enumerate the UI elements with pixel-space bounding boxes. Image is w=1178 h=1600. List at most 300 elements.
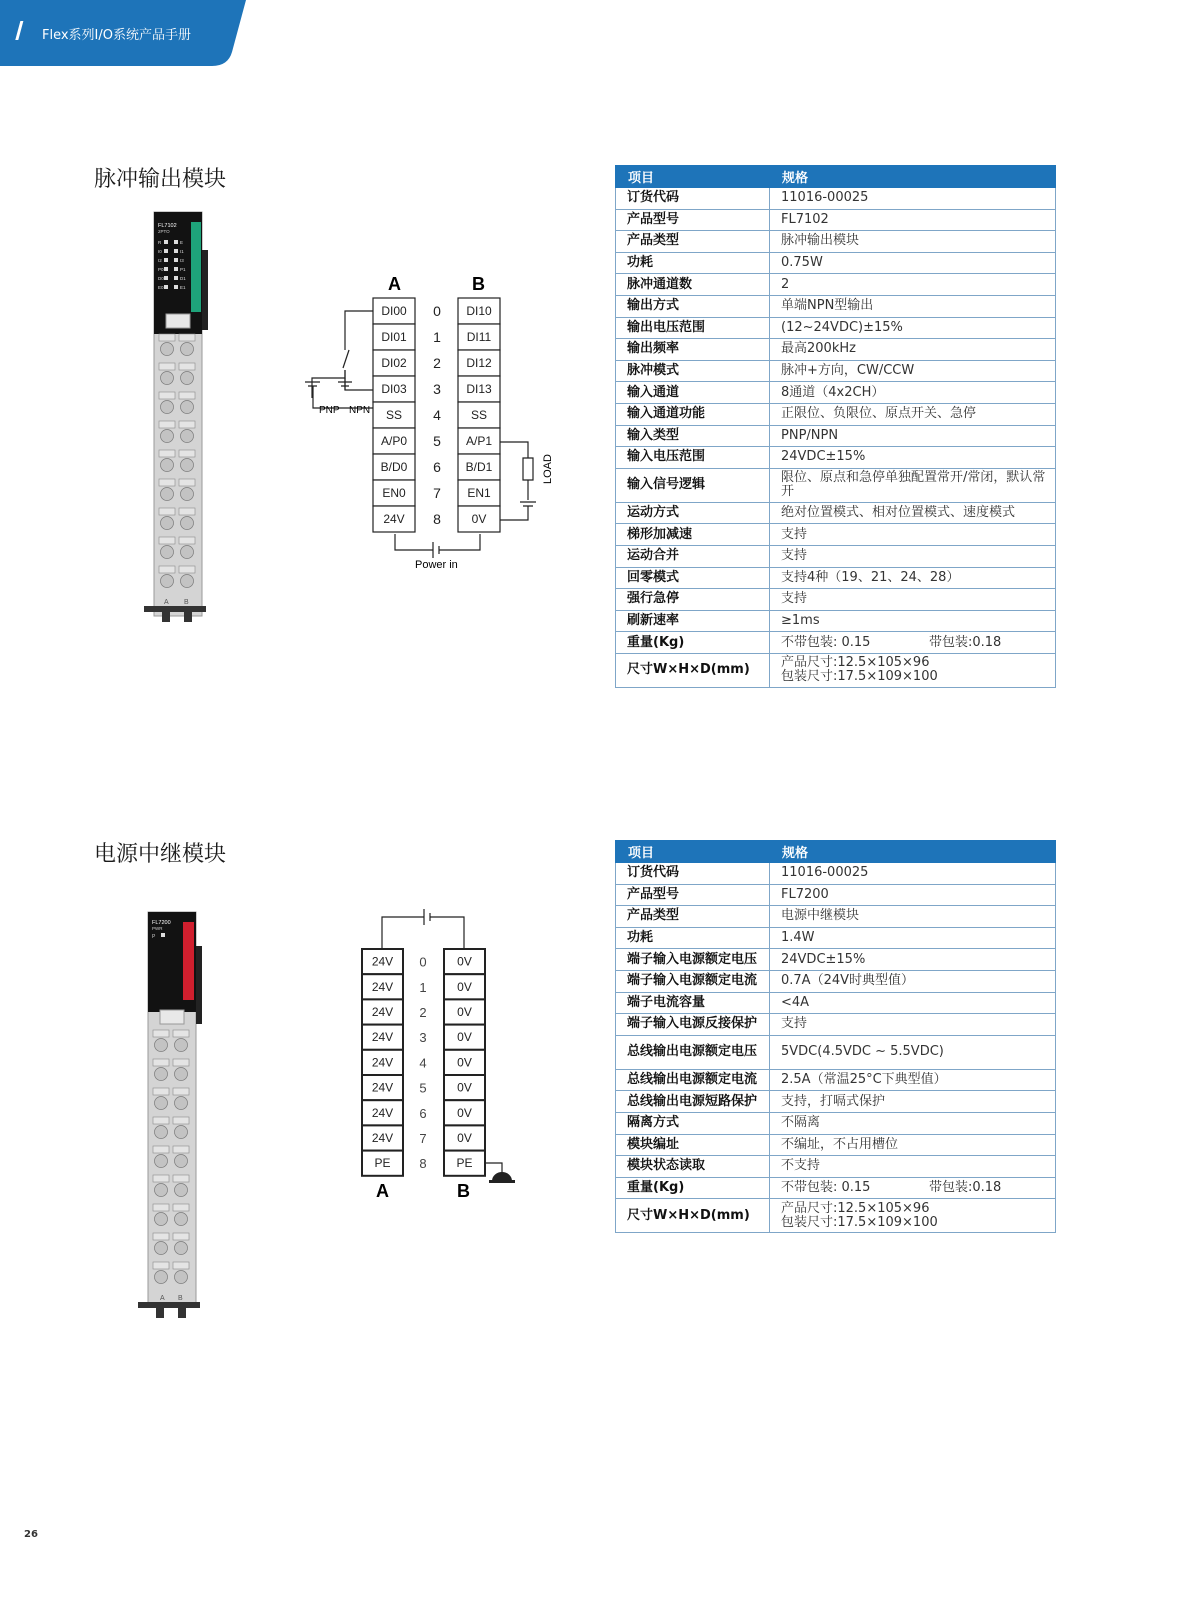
- power-in-label: Power in: [415, 559, 458, 571]
- terminal-hole: [155, 1184, 168, 1197]
- spec-value: <4A: [770, 992, 1056, 1014]
- spec-key: 运动方式: [616, 502, 770, 524]
- terminal-label-a: 24V: [371, 954, 394, 969]
- terminal-number: 8: [419, 1156, 427, 1172]
- power-module-label: FL7200: [152, 920, 171, 926]
- terminal-hole: [155, 1155, 168, 1168]
- led-indicator: [164, 249, 168, 253]
- terminal-lever: [159, 421, 175, 428]
- spec-key: 输出频率: [616, 339, 770, 361]
- table-row: [616, 589, 1056, 611]
- terminal-hole: [161, 372, 174, 385]
- weight-packed: 带包装:0.18: [929, 1180, 1002, 1196]
- terminal-lever: [153, 1204, 169, 1211]
- spec-key: 运动合并: [616, 545, 770, 567]
- terminal-hole: [155, 1126, 168, 1139]
- terminal-lever: [173, 1204, 189, 1211]
- spec-value: (12~24VDC)±15%: [770, 317, 1056, 339]
- table-row: [616, 1091, 1056, 1113]
- power-wiring-col-a-header: A: [376, 1181, 389, 1201]
- spec-key: 订货代码: [616, 188, 770, 210]
- terminal-hole: [161, 517, 174, 530]
- terminal-hole: [181, 401, 194, 414]
- table-row: [616, 863, 1056, 885]
- terminal-lever: [153, 1088, 169, 1095]
- table-row: [616, 927, 1056, 949]
- led-label: D1: [180, 276, 186, 281]
- terminal-hole: [181, 517, 194, 530]
- size-package: 包装尺寸:17.5×109×100: [781, 669, 938, 685]
- table-row: [616, 1177, 1056, 1199]
- terminal-lever: [179, 421, 195, 428]
- terminal-label-a: EN0: [382, 486, 406, 500]
- spec-key: 模块状态读取: [616, 1156, 770, 1178]
- spec-value: 24VDC±15%: [770, 447, 1056, 469]
- terminal-label-b: 0V: [457, 1131, 472, 1145]
- led-indicator: [174, 249, 178, 253]
- spec-key: 模块编址: [616, 1134, 770, 1156]
- table-row: [616, 231, 1056, 253]
- terminal-number: 3: [433, 381, 441, 397]
- terminal-hole: [181, 488, 194, 501]
- section2-title: 电源中继模块: [94, 842, 227, 867]
- terminal-label-a: B/D0: [380, 460, 408, 474]
- spec-value: [770, 1177, 1056, 1199]
- led-indicator: [174, 285, 178, 289]
- terminal-label-b: SS: [470, 408, 488, 422]
- terminal-lever: [173, 1146, 189, 1153]
- terminal-number: 1: [419, 979, 427, 995]
- spec-value: [770, 1199, 1056, 1233]
- size-product: 产品尺寸:12.5×105×96: [781, 1200, 930, 1216]
- terminal-label-a: DI01: [381, 330, 407, 344]
- terminal-label-b: 0V: [471, 512, 487, 526]
- terminal-lever: [153, 1233, 169, 1240]
- spec-value: 脉冲+方向，CW/CCW: [770, 360, 1056, 382]
- table-row: [616, 188, 1056, 210]
- power-module-sub: PWR: [152, 926, 163, 931]
- terminal-label-a: PE: [374, 1156, 391, 1171]
- terminal-lever: [159, 537, 175, 544]
- terminal-label-b: 0V: [457, 979, 472, 994]
- pulse-module-image: [140, 208, 212, 628]
- spec-key: 端子输入电源额定电流: [616, 970, 770, 992]
- led-indicator: [164, 240, 168, 244]
- led-indicator: [164, 267, 168, 271]
- table-row: [616, 992, 1056, 1014]
- spec-value: ≥1ms: [770, 610, 1056, 632]
- size-product: 产品尺寸:12.5×105×96: [781, 655, 930, 671]
- led-indicator: [174, 276, 178, 280]
- table-row: [616, 317, 1056, 339]
- terminal-label-b: A/P1: [465, 434, 493, 448]
- spec-key: 强行急停: [616, 589, 770, 611]
- table-row: [616, 1035, 1056, 1069]
- spec-value: FL7102: [770, 209, 1056, 231]
- table-row: [616, 425, 1056, 447]
- terminal-hole: [161, 546, 174, 559]
- terminal-lever: [153, 1262, 169, 1269]
- table-row: [616, 339, 1056, 361]
- led-label: I1: [180, 249, 184, 254]
- led-label: P0: [158, 267, 164, 272]
- pulse-wiring-diagram: [300, 270, 570, 580]
- spec-key: 脉冲通道数: [616, 274, 770, 296]
- terminal-label-b: 0V: [457, 1105, 472, 1120]
- spec-value: PNP/NPN: [770, 425, 1056, 447]
- spec-value: 8通道（4x2CH）: [770, 382, 1056, 404]
- spec-key: 订货代码: [616, 863, 770, 885]
- pulse-spec-table: [615, 165, 1056, 688]
- led-indicator: [174, 240, 178, 244]
- spec-value: 11016-00025: [770, 188, 1056, 210]
- terminal-lever: [153, 1175, 169, 1182]
- terminal-label-a: A/P0: [380, 434, 408, 448]
- pulse-module-rail-b: B: [184, 599, 189, 606]
- table-row: [616, 1134, 1056, 1156]
- terminal-label-a: 24V: [371, 979, 394, 994]
- terminal-label-b: 0V: [457, 1080, 472, 1095]
- spec-value: 电源中继模块: [770, 906, 1056, 928]
- spec-value: 不支持: [770, 1156, 1056, 1178]
- terminal-lever: [159, 450, 175, 457]
- terminal-number: 5: [419, 1080, 427, 1096]
- spec-key: 功耗: [616, 252, 770, 274]
- terminal-number: 6: [419, 1105, 427, 1121]
- terminal-label-b: 0V: [457, 1005, 472, 1019]
- table-row: [616, 906, 1056, 928]
- spec-value: 2: [770, 274, 1056, 296]
- terminal-hole: [175, 1155, 188, 1168]
- terminal-label-a: 24V: [371, 1030, 394, 1045]
- led-indicator: [164, 276, 168, 280]
- table-row: [616, 403, 1056, 425]
- terminal-lever: [153, 1030, 169, 1037]
- terminal-label-a: DI00: [381, 304, 407, 318]
- terminal-label-b: DI10: [466, 304, 492, 318]
- table-row: [616, 295, 1056, 317]
- table-row: [616, 884, 1056, 906]
- terminal-hole: [161, 343, 174, 356]
- section1-title: 脉冲输出模块: [94, 167, 227, 192]
- pulse-module-rail-a: A: [164, 599, 169, 606]
- table-head-item: 项目: [616, 841, 770, 863]
- terminal-label-b: DI11: [466, 330, 492, 344]
- table-row: [616, 1112, 1056, 1134]
- table-row: [616, 1014, 1056, 1036]
- terminal-lever: [159, 479, 175, 486]
- terminal-hole: [181, 546, 194, 559]
- spec-value: 5VDC(4.5VDC ~ 5.5VDC): [770, 1035, 1056, 1069]
- terminal-hole: [181, 575, 194, 588]
- table-row: [616, 360, 1056, 382]
- spec-key: 总线输出电源额定电压: [616, 1035, 770, 1069]
- spec-key: 端子输入电源额定电压: [616, 949, 770, 971]
- terminal-hole: [155, 1271, 168, 1284]
- led-label: I3: [180, 258, 184, 263]
- table-row: [616, 468, 1056, 502]
- terminal-label-b: 0V: [457, 1030, 472, 1045]
- spec-value: 支持: [770, 524, 1056, 546]
- terminal-number: 3: [419, 1030, 427, 1046]
- ground-icon: [489, 1172, 515, 1183]
- terminal-hole: [155, 1068, 168, 1081]
- terminal-number: 8: [433, 511, 441, 527]
- table-head-spec: 规格: [770, 841, 1056, 863]
- table-head-spec: 规格: [770, 166, 1056, 188]
- power-module-rail-b: B: [178, 1295, 183, 1302]
- spec-key: 隔离方式: [616, 1112, 770, 1134]
- table-row: [616, 447, 1056, 469]
- terminal-number: 7: [433, 485, 441, 501]
- weight-unpacked: 不带包装: 0.15: [781, 1180, 871, 1196]
- power-spec-table: [615, 840, 1056, 1233]
- terminal-hole: [175, 1242, 188, 1255]
- terminal-hole: [175, 1271, 188, 1284]
- terminal-label-a: 24V: [371, 1105, 394, 1120]
- terminal-hole: [155, 1242, 168, 1255]
- spec-key: 脉冲模式: [616, 360, 770, 382]
- terminal-lever: [179, 363, 195, 370]
- terminal-hole: [161, 401, 174, 414]
- led-label: I2: [158, 258, 162, 263]
- weight-packed: 带包装:0.18: [929, 634, 1002, 650]
- power-module-led-label: P: [152, 934, 156, 940]
- spec-key: 总线输出电源短路保护: [616, 1091, 770, 1113]
- power-wiring-diagram: [340, 905, 530, 1205]
- pulse-module-label: FL7102: [158, 223, 177, 229]
- terminal-lever: [179, 334, 195, 341]
- spec-value: 支持，打嗝式保护: [770, 1091, 1056, 1113]
- spec-key: 尺寸W×H×D(mm): [616, 1199, 770, 1233]
- weight-unpacked: 不带包装: 0.15: [781, 634, 871, 650]
- spec-value: 1.4W: [770, 927, 1056, 949]
- terminal-hole: [155, 1039, 168, 1052]
- terminal-lever: [153, 1146, 169, 1153]
- terminal-hole: [175, 1126, 188, 1139]
- size-package: 包装尺寸:17.5×109×100: [781, 1214, 938, 1230]
- terminal-lever: [173, 1175, 189, 1182]
- spec-value: 绝对位置模式、相对位置模式、速度模式: [770, 502, 1056, 524]
- spec-key: 总线输出电源额定电流: [616, 1069, 770, 1091]
- table-row: [616, 632, 1056, 654]
- terminal-number: 4: [433, 407, 441, 423]
- table-row: [616, 252, 1056, 274]
- npn-label: NPN: [349, 405, 371, 416]
- spec-key: 功耗: [616, 927, 770, 949]
- spec-value: 0.7A（24V时典型值）: [770, 970, 1056, 992]
- terminal-lever: [179, 450, 195, 457]
- terminal-label-a: SS: [385, 408, 403, 422]
- spec-key: 产品类型: [616, 906, 770, 928]
- table-row: [616, 970, 1056, 992]
- pnp-label: PNP: [319, 405, 340, 416]
- spec-key: 产品类型: [616, 231, 770, 253]
- spec-key: 尺寸W×H×D(mm): [616, 653, 770, 687]
- led-indicator: [174, 258, 178, 262]
- table-row: [616, 1069, 1056, 1091]
- table-row: [616, 209, 1056, 231]
- spec-key: 刷新速率: [616, 610, 770, 632]
- led-indicator: [164, 258, 168, 262]
- terminal-lever: [173, 1233, 189, 1240]
- spec-key: 端子输入电源反接保护: [616, 1014, 770, 1036]
- table-row: [616, 524, 1056, 546]
- spec-key: 输入电压范围: [616, 447, 770, 469]
- spec-value: 支持4种（19、21、24、28）: [770, 567, 1056, 589]
- terminal-number: 0: [433, 303, 441, 319]
- terminal-number: 1: [433, 329, 441, 345]
- terminal-lever: [179, 537, 195, 544]
- terminal-hole: [175, 1039, 188, 1052]
- spec-value: 单端NPN型输出: [770, 295, 1056, 317]
- spec-key: 产品型号: [616, 884, 770, 906]
- power-wiring-col-b-header: B: [457, 1181, 470, 1201]
- terminal-hole: [161, 575, 174, 588]
- spec-value: 支持: [770, 1014, 1056, 1036]
- spec-value: 0.75W: [770, 252, 1056, 274]
- terminal-hole: [181, 430, 194, 443]
- terminal-hole: [175, 1097, 188, 1110]
- terminal-lever: [179, 392, 195, 399]
- terminal-hole: [175, 1184, 188, 1197]
- page-number: 26: [24, 1529, 38, 1540]
- terminal-lever: [179, 508, 195, 515]
- terminal-lever: [159, 363, 175, 370]
- spec-key: 输入信号逻辑: [616, 468, 770, 502]
- table-row: [616, 610, 1056, 632]
- terminal-label-a: DI03: [381, 382, 407, 396]
- table-row: [616, 545, 1056, 567]
- terminal-label-a: 24V: [371, 1080, 394, 1095]
- terminal-lever: [173, 1117, 189, 1124]
- terminal-label-b: 0V: [457, 954, 472, 969]
- terminal-number: 2: [419, 1005, 427, 1020]
- load-label: LOAD: [542, 454, 554, 484]
- table-head-item: 项目: [616, 166, 770, 188]
- spec-key: 输入通道: [616, 382, 770, 404]
- spec-key: 重量(Kg): [616, 632, 770, 654]
- terminal-hole: [161, 459, 174, 472]
- spec-key: 输入通道功能: [616, 403, 770, 425]
- terminal-label-a: 24V: [371, 1055, 394, 1070]
- pulse-wiring-col-a-header: A: [388, 274, 401, 294]
- table-row: [616, 1199, 1056, 1233]
- spec-value: 最高200kHz: [770, 339, 1056, 361]
- led-label: E: [180, 240, 184, 245]
- terminal-hole: [161, 488, 174, 501]
- terminal-number: 2: [433, 355, 441, 371]
- terminal-hole: [175, 1213, 188, 1226]
- spec-value: 不隔离: [770, 1112, 1056, 1134]
- terminal-lever: [179, 566, 195, 573]
- spec-value: 24VDC±15%: [770, 949, 1056, 971]
- led-label: D0: [158, 276, 164, 281]
- spec-value: [770, 653, 1056, 687]
- header-title: Flex系列I/O系统产品手册: [42, 28, 191, 43]
- terminal-lever: [159, 392, 175, 399]
- power-module-image: [134, 908, 206, 1320]
- led-label: I0: [158, 249, 162, 254]
- terminal-lever: [173, 1262, 189, 1269]
- spec-value: 支持: [770, 545, 1056, 567]
- terminal-lever: [173, 1059, 189, 1066]
- spec-value: 限位、原点和急停单独配置常开/常闭，默认常开: [770, 468, 1056, 502]
- terminal-lever: [173, 1030, 189, 1037]
- terminal-hole: [175, 1068, 188, 1081]
- spec-key: 回零模式: [616, 567, 770, 589]
- terminal-label-a: 24V: [371, 1005, 394, 1019]
- terminal-hole: [155, 1097, 168, 1110]
- table-row: [616, 949, 1056, 971]
- table-row: [616, 274, 1056, 296]
- led-indicator: [174, 267, 178, 271]
- table-row: [616, 653, 1056, 687]
- pulse-wiring-col-b-header: B: [472, 274, 485, 294]
- terminal-label-a: 24V: [383, 512, 405, 526]
- terminal-label-a: DI02: [381, 356, 407, 370]
- spec-value: [770, 632, 1056, 654]
- led-indicator: [164, 285, 168, 289]
- spec-key: 端子电流容量: [616, 992, 770, 1014]
- terminal-lever: [153, 1059, 169, 1066]
- spec-key: 输入类型: [616, 425, 770, 447]
- terminal-label-b: DI13: [466, 382, 492, 396]
- table-row: [616, 382, 1056, 404]
- terminal-hole: [161, 430, 174, 443]
- terminal-lever: [159, 508, 175, 515]
- table-row: [616, 502, 1056, 524]
- terminal-number: 0: [419, 954, 427, 970]
- terminal-label-b: 0V: [457, 1055, 472, 1070]
- pulse-module-sub: 2PTO: [158, 229, 170, 234]
- terminal-label-b: B/D1: [465, 460, 493, 474]
- spec-key: 梯形加减速: [616, 524, 770, 546]
- terminal-lever: [179, 479, 195, 486]
- table-row: [616, 1156, 1056, 1178]
- terminal-hole: [181, 343, 194, 356]
- led-label: R: [158, 240, 162, 245]
- spec-key: 产品型号: [616, 209, 770, 231]
- table-row: [616, 567, 1056, 589]
- terminal-number: 7: [419, 1131, 427, 1146]
- spec-value: FL7200: [770, 884, 1056, 906]
- spec-key: 输出方式: [616, 295, 770, 317]
- terminal-number: 4: [419, 1055, 427, 1071]
- terminal-lever: [173, 1088, 189, 1095]
- terminal-lever: [159, 334, 175, 341]
- spec-key: 输出电压范围: [616, 317, 770, 339]
- led-label: E1: [180, 285, 186, 290]
- led-label: E0: [158, 285, 164, 290]
- spec-value: 2.5A（常温25°C下典型值）: [770, 1069, 1056, 1091]
- spec-value: 11016-00025: [770, 863, 1056, 885]
- terminal-lever: [153, 1117, 169, 1124]
- spec-value: 脉冲输出模块: [770, 231, 1056, 253]
- spec-value: 不编址，不占用槽位: [770, 1134, 1056, 1156]
- terminal-label-b: PE: [456, 1156, 473, 1171]
- led-label: P1: [180, 267, 186, 272]
- spec-value: 正限位、负限位、原点开关、急停: [770, 403, 1056, 425]
- terminal-lever: [159, 566, 175, 573]
- spec-value: 支持: [770, 589, 1056, 611]
- terminal-label-b: DI12: [466, 356, 492, 370]
- terminal-label-b: EN1: [467, 486, 491, 500]
- terminal-number: 6: [433, 459, 441, 475]
- terminal-hole: [181, 372, 194, 385]
- terminal-number: 5: [433, 433, 441, 449]
- power-module-rail-a: A: [160, 1295, 165, 1302]
